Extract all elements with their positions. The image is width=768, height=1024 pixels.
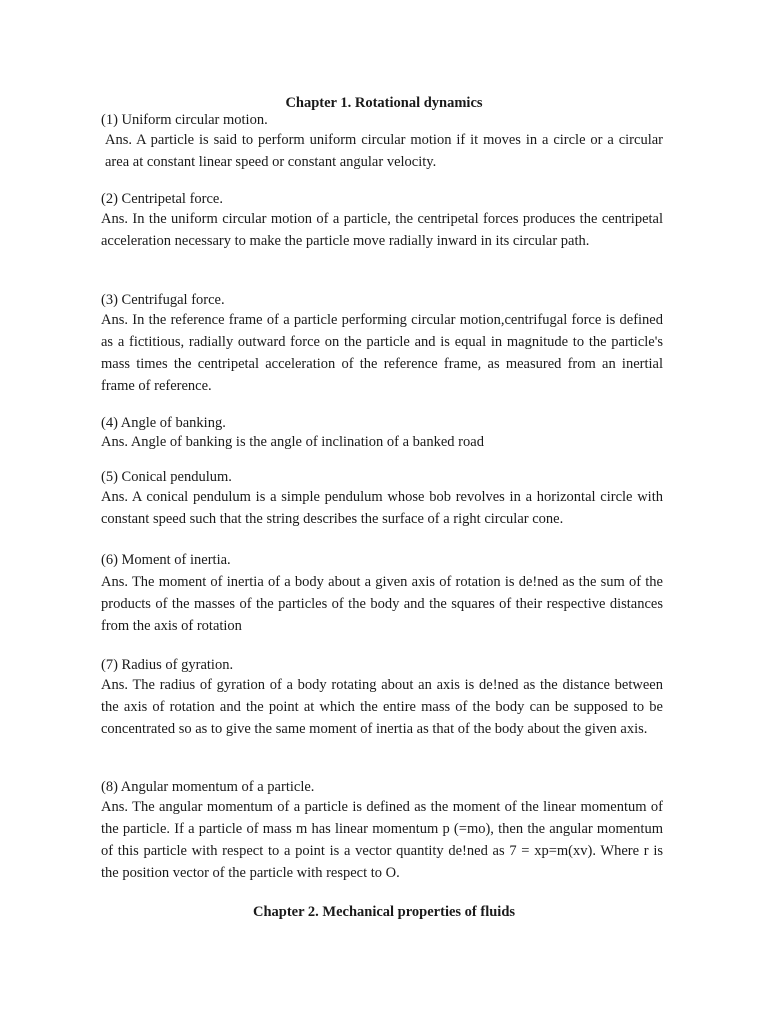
qa-item-8: [101, 779, 663, 884]
answer-7: Ans. The radius of gyration of a body rotating about an axis is de!ned as the distance between the axis of rotation and the point at which the entire mass of the body can be supposed to be concentrated so as to give the same moment of inertia as that of the body about the given axis.: [101, 677, 663, 737]
question-7: (7) Radius of gyration.: [101, 657, 234, 673]
question-4: (4) Angle of banking.: [101, 415, 226, 431]
chapter-1-title: Chapter 1. Rotational dynamics: [285, 95, 483, 111]
qa-item-7: [101, 657, 663, 740]
answer-8: Ans. The angular momentum of a particle is defined as the moment of the linear momentum of the particle. If a particle of mass m has linear momentum p (=mo), then the angular momentum of this particle with respect to a point is a vector quantity de!ned as 7 = xp=m(xv). Where r is the position vector of the particle with respect to O.: [101, 799, 663, 881]
answer-4: Ans. Angle of banking is the angle of inclination of a banked road: [101, 434, 484, 450]
qa-item-5: [101, 469, 663, 530]
question-5: (5) Conical pendulum.: [101, 469, 232, 485]
question-8: (8) Angular momentum of a particle.: [101, 779, 315, 795]
answer-6: Ans. The moment of inertia of a body about a given axis of rotation is de!ned as the sum of the products of the masses of the particles of the body and the squares of their respective distances from the axis of rotation: [101, 574, 663, 634]
question-1: (1) Uniform circular motion.: [101, 112, 268, 128]
chapter-2-title: Chapter 2. Mechanical properties of fluids: [252, 904, 516, 920]
question-6: (6) Moment of inertia.: [101, 552, 231, 568]
qa-item-2: [101, 191, 663, 252]
qa-item-3: [101, 292, 663, 397]
answer-3: Ans. In the reference frame of a particle performing circular motion,centrifugal force is defined as a fictitious, radially outward force on the particle and is equal in magnitude to the particle's mass times the centripetal acceleration of the reference frame, as measured from an inertial frame of reference.: [101, 312, 663, 394]
qa-item-1: [101, 112, 663, 173]
answer-2: Ans. In the uniform circular motion of a particle, the centripetal forces produces the centripetal acceleration necessary to make the particle move radially inward in its circular path.: [101, 211, 663, 249]
qa-item-6: [101, 552, 663, 637]
qa-item-4: [101, 415, 663, 453]
question-3: (3) Centrifugal force.: [101, 292, 225, 308]
answer-1: Ans. A particle is said to perform uniform circular motion if it moves in a circle or a circular area at constant linear speed or constant angular velocity.: [105, 132, 663, 170]
question-2: (2) Centripetal force.: [101, 191, 223, 207]
answer-5: Ans. A conical pendulum is a simple pendulum whose bob revolves in a horizontal circle with constant speed such that the string describes the surface of a right circular cone.: [101, 489, 663, 527]
